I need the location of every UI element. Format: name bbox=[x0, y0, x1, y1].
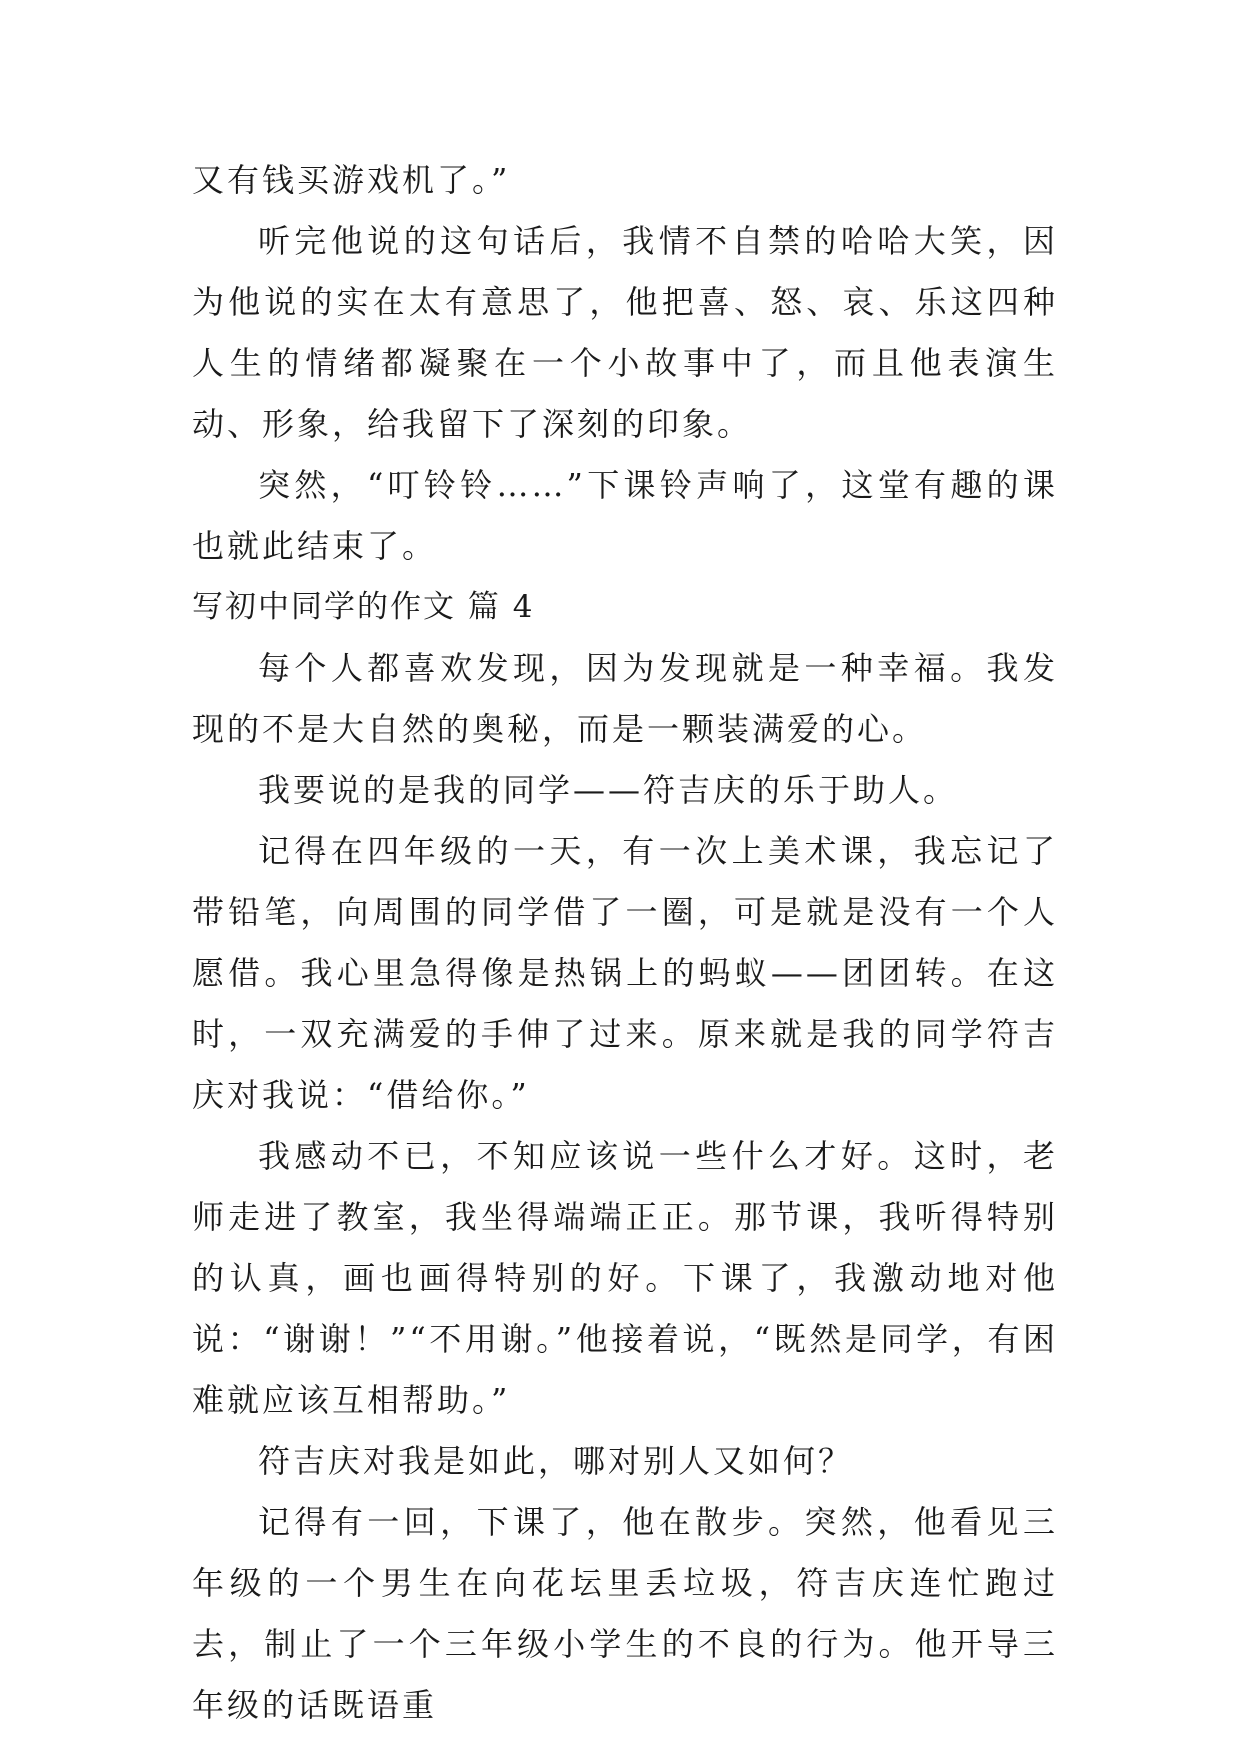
paragraph: 每个人都喜欢发现，因为发现就是一种幸福。我发现的不是大自然的奥秘，而是一颗装满爱的心。 bbox=[192, 649, 1058, 748]
document-body bbox=[192, 150, 1058, 1736]
paragraph: 突然，“叮铃铃……”下课铃声响了，这堂有趣的课也就此结束了。 bbox=[192, 466, 1058, 565]
paragraph: 符吉庆对我是如此，哪对别人又如何？ bbox=[258, 1442, 854, 1480]
paragraph: 我要说的是我的同学——符吉庆的乐于助人。 bbox=[258, 771, 959, 809]
paragraph: 又有钱买游戏机了。” bbox=[192, 161, 511, 199]
section-heading: 写初中同学的作文 篇 4 bbox=[192, 589, 535, 625]
paragraph: 我感动不已，不知应该说一些什么才好。这时，老师走进了教室，我坐得端端正正。那节课，我听得特别的认真，画也画得特别的好。下课了，我激动地对他说：“谢谢！”“不用谢。”他接着说，“既然是同学，有困难就应该互相帮助。” bbox=[192, 1137, 1058, 1419]
paragraph: 记得有一回，下课了，他在散步。突然，他看见三年级的一个男生在向花坛里丢垃圾，符吉庆连忙跑过去，制止了一个三年级小学生的不良的行为。他开导三年级的话既语重 bbox=[192, 1503, 1058, 1724]
paragraph: 听完他说的这句话后，我情不自禁的哈哈大笑，因为他说的实在太有意思了，他把喜、怒、哀、乐这四种人生的情绪都凝聚在一个小故事中了，而且他表演生动、形象，给我留下了深刻的印象。 bbox=[192, 222, 1058, 443]
paragraph: 记得在四年级的一天，有一次上美术课，我忘记了带铅笔，向周围的同学借了一圈，可是就是没有一个人愿借。我心里急得像是热锅上的蚂蚁——团团转。在这时，一双充满爱的手伸了过来。原来就是我的同学符吉庆对我说：“借给你。” bbox=[192, 832, 1058, 1114]
